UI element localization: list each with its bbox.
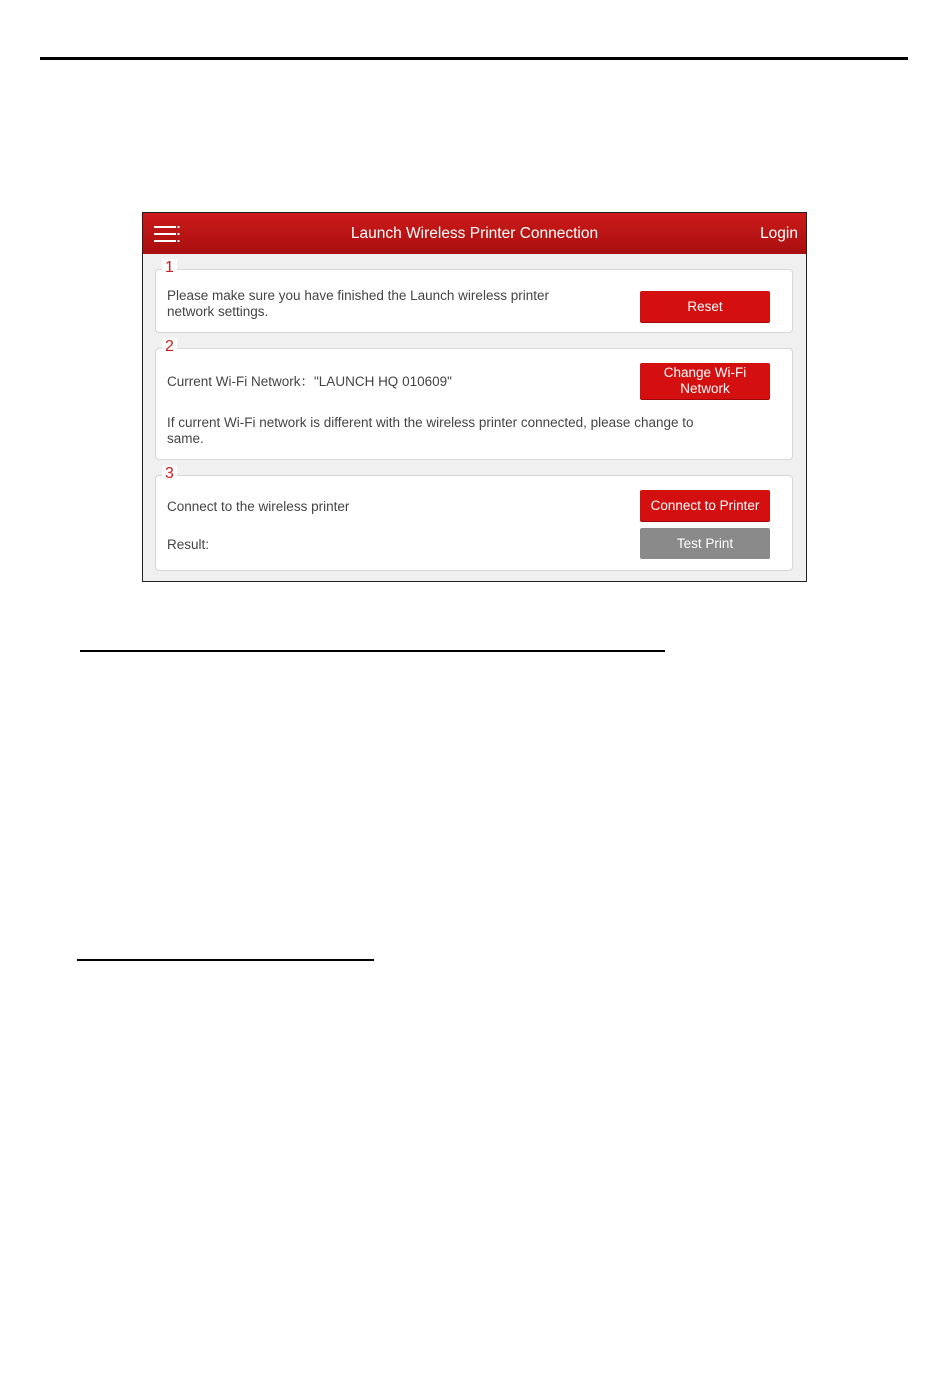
test-print-button[interactable]: Test Print bbox=[640, 528, 770, 559]
change-wifi-label-2: Network bbox=[680, 381, 730, 396]
step-1-number: 1 bbox=[162, 259, 177, 277]
result-label: Result: bbox=[167, 537, 210, 552]
step-3-number: 3 bbox=[162, 465, 177, 483]
step-3-card bbox=[155, 465, 793, 571]
section-underline-2 bbox=[77, 959, 374, 961]
app-title: Launch Wireless Printer Connection bbox=[350, 225, 599, 242]
app-screenshot bbox=[142, 212, 807, 582]
reset-button[interactable]: Reset bbox=[640, 291, 770, 322]
wifi-note bbox=[167, 415, 694, 447]
step-2-number: 2 bbox=[162, 338, 177, 356]
step-1-line-2: network settings. bbox=[167, 304, 269, 319]
step-1-line-1: Please make sure you have finished the Launch wireless printer bbox=[167, 288, 549, 303]
wifi-note-line-2: same. bbox=[167, 431, 204, 446]
connect-printer-text: Connect to the wireless printer bbox=[167, 499, 350, 514]
step-1-instruction bbox=[167, 288, 549, 320]
login-link[interactable]: Login bbox=[760, 225, 798, 242]
page-header-rule bbox=[40, 57, 908, 60]
connect-to-printer-button[interactable]: Connect to Printer bbox=[640, 490, 770, 521]
change-wifi-button[interactable] bbox=[640, 363, 770, 399]
current-wifi-text: Current Wi-Fi Network："LAUNCH HQ 010609" bbox=[167, 374, 452, 389]
step-1-card bbox=[155, 259, 793, 333]
section-underline-1 bbox=[80, 650, 665, 652]
wifi-note-line-1: If current Wi-Fi network is different with the wireless printer connected, please change to bbox=[167, 415, 694, 430]
change-wifi-label-1: Change Wi-Fi bbox=[663, 365, 747, 380]
title-bar bbox=[143, 213, 806, 254]
step-2-card bbox=[155, 338, 793, 460]
